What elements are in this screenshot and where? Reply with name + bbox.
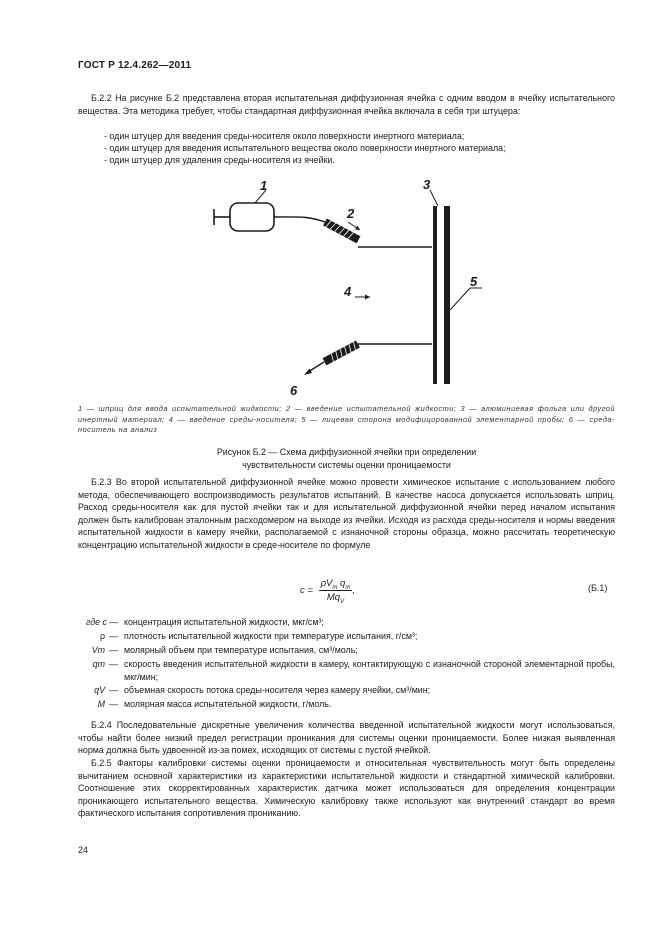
liquid-inlet-connector bbox=[323, 218, 360, 243]
figure-caption-line1: Рисунок Б.2 — Схема диффузионной ячейки при определении bbox=[216, 447, 477, 457]
figure-label-3: 3 bbox=[423, 177, 431, 192]
figure-legend: 1 — шприц для ввода испытательной жидкости; 2 — введение испытательной жидкости; 3 — алюминиевая фольга или другой инертный материал; 4 — введение среды-носителя; 5 — лицевая сторона модифицированной элементарной пробы; 6 — среда-носитель на анализ bbox=[78, 404, 615, 434]
list-item: - один штуцер для удаления среды-носителя из ячейки. bbox=[104, 155, 335, 165]
label-3-leader bbox=[430, 190, 438, 206]
diffusion-cell-diagram bbox=[200, 172, 500, 400]
formula-numerator: $\rho V_m$ $q_m$ bbox=[320, 578, 351, 591]
formula-fraction bbox=[319, 578, 353, 603]
document-header: ГОСТ Р 12.4.262—2011 bbox=[78, 60, 192, 71]
aluminium-foil bbox=[433, 206, 437, 384]
label-5-leader bbox=[450, 288, 470, 310]
page-number: 24 bbox=[78, 845, 89, 855]
figure-label-5: 5 bbox=[470, 274, 478, 289]
syringe-tube bbox=[274, 217, 325, 222]
carrier-outlet-connector bbox=[323, 340, 360, 365]
formula-b1: c = $\frac{\rho V_m q_m}{Mq_V}$ , bbox=[300, 578, 355, 605]
paragraph-b22: Б.2.2 На рисунке Б.2 представлена вторая испытательная диффузионная ячейка с одним вводом в ячейку испытательного вещества. Эта методика требует, чтобы стандартная диффузионная ячейка включала в себя три штуцера: bbox=[78, 93, 615, 116]
figure-label-6: 6 bbox=[290, 383, 298, 398]
paragraph-b25: Б.2.5 Факторы калибровки системы оценки проницаемости и относительная чувствительность могут быть определены вычитанием основной характеристики из характеристики испытательной жидкости и стандартной химической калибровки. Соотношение этих скорректированных характеристик датчика может использоваться для определения концентрации проникающего испытательного вещества. Химическую калибровку также используют как внутренний стандарт во время фактического испытания сопротивления прониканию. bbox=[78, 758, 615, 819]
figure-label-4: 4 bbox=[344, 284, 352, 299]
paragraph-b24: Б.2.4 Последовательные дискретные увеличения количества введенной испытательной жидкости могут использоваться, чтобы найти более низкий предел регистрации проникания для системы оценки проницаемости. Более низкая выявленная норма должна быть удвоенной из-за помех, исходящих от системы с пустой ячейкой. bbox=[78, 720, 615, 756]
formula-denominator: $Mq_V$ bbox=[326, 592, 345, 605]
formula-number: (Б.1) bbox=[588, 583, 608, 593]
figure-label-2: 2 bbox=[347, 206, 355, 221]
list-item: - один штуцер для введения испытательного вещества около поверхности инертного материала; bbox=[104, 143, 506, 153]
paragraph-b23: Б.2.3 Во второй испытательной диффузионной ячейке можно провести химическое испытание с использованием любого метода, обеспечивающего воспроизводимость результатов испытаний. В качестве насоса допускается использовать шприц. Расход среды-носителя как для пустой ячейки так и для испытательной диффузионной ячейки перед началом испытания должен быть калиброван эталонным расходомером на выходе из ячейки. Исходя из расхода среды-носителя и нормы введения испытательной жидкости в камеру ячейки, располагаемой с изнаночной стороны образца, можно рассчитать теоретическую концентрацию испытательной жидкости в среде-носителе по формуле bbox=[78, 477, 615, 550]
figure-caption-line2: чувствительности системы оценки проницаемости bbox=[242, 460, 451, 470]
figure-label-1: 1 bbox=[260, 178, 268, 193]
list-item: - один штуцер для введения среды-носителя около поверхности инертного материала; bbox=[104, 131, 465, 141]
sample-face bbox=[444, 206, 450, 384]
syringe-body bbox=[230, 203, 274, 231]
formula-lhs: c bbox=[300, 585, 305, 597]
formula-equals: = bbox=[307, 585, 313, 597]
